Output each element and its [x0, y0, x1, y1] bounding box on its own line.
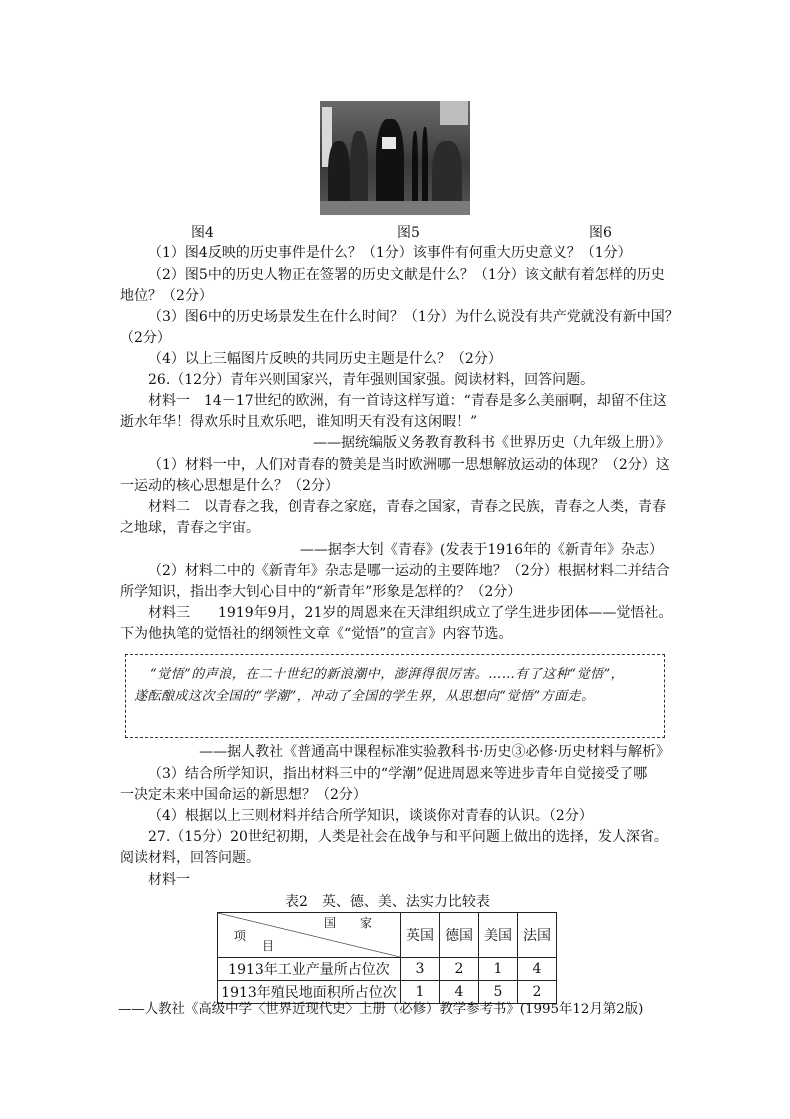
table-cell: 3	[401, 958, 440, 981]
quote-box	[125, 654, 665, 738]
table-row	[218, 958, 557, 981]
q26-material3-line1: 材料三 1919年9月，21岁的周恩来在天津组织成立了学生进步团体——觉悟社。	[148, 605, 673, 621]
q25-sub1: （1）图4反映的历史事件是什么？（1分）该事件有何重大历史意义？（1分）	[148, 245, 632, 261]
q26-sub3-line2: 一决定未来中国命运的新思想？（2分）	[120, 787, 367, 803]
q27-intro-line2: 阅读材料，回答问题。	[120, 850, 260, 866]
q27-intro-line1: 27.（15分）20世纪初期，人类是社会在战争与和平问题上做出的选择，发人深省。	[148, 829, 668, 845]
q26-sub4: （4）根据以上三则材料并结合所学知识，谈谈你对青春的认识。（2分）	[148, 808, 593, 824]
corner-header-item-b: 目	[262, 939, 275, 953]
q26-intro: 26.（12分）青年兴则国家兴，青年强则国家强。阅读材料，回答问题。	[148, 372, 595, 388]
q25-sub2-line2: 地位？（2分）	[120, 288, 213, 304]
q25-sub3-line2: （2分）	[120, 330, 171, 346]
table-corner-cell	[218, 913, 401, 958]
q26-material1-line1: 材料一 14－17世纪的欧洲，有一首诗这样写道：“青春是多么美丽啊，却留不住这	[148, 393, 667, 409]
row-label: 1913年殖民地面积所占位次	[218, 981, 401, 1004]
quote-line-2: 遂酝酿成这次全国的“学潮”，冲动了全国的学生界，从思想向“觉悟”方面走。	[134, 689, 595, 704]
q26-material1-source: ——据统编版义务教育教科书《世界历史（九年级上册）》	[313, 435, 670, 451]
table-header-row	[218, 913, 557, 958]
table-title: 表2 英、德、美、法实力比较表	[285, 894, 490, 910]
historical-photo	[320, 101, 470, 215]
q26-material2-line1: 材料二 以青春之我，创青春之家庭，青春之国家，青春之民族，青春之人类，青春	[148, 499, 666, 515]
q26-sub2-line2: 所学知识，指出李大钊心目中的“新青年”形象是怎样的？（2分）	[120, 584, 522, 600]
q26-material2-source: ——据李大钊《青春》(发表于1916年的《新青年》杂志）	[299, 542, 663, 558]
q26-material3-line2: 下为他执笔的觉悟社的纲领性文章《“觉悟”的宣言》内容节选。	[120, 626, 513, 642]
table-cell: 4	[518, 958, 557, 981]
table-cell: 5	[479, 981, 518, 1004]
q26-material1-line2: 逝水年华！得欢乐时且欢乐吧，谁知明天有没有这闲暇！”	[120, 414, 478, 430]
comparison-table	[217, 912, 557, 1004]
table-cell: 2	[440, 958, 479, 981]
figure-6-label: 图6	[589, 225, 612, 241]
table-cell: 4	[440, 981, 479, 1004]
q27-material1-label: 材料一	[148, 872, 190, 888]
q26-sub1-line1: （1）材料一中，人们对青春的赞美是当时欧洲哪一思想解放运动的体现？（2分）这	[148, 457, 670, 473]
table-cell: 1	[479, 958, 518, 981]
q27-material1-source: ——人教社《高级中学〈世界近现代史〉上册（必修）教学参考书》(1995年12月第2版)	[118, 1002, 644, 1017]
q26-sub3-line1: （3）结合所学知识，指出材料三中的“学潮”促进周恩来等进步青年自觉接受了哪	[148, 766, 648, 782]
corner-header-item-a: 项	[234, 929, 247, 943]
q25-sub4: （4）以上三幅图片反映的共同历史主题是什么？（2分）	[148, 351, 502, 367]
q26-sub2-line1: （2）材料二中的《新青年》杂志是哪一运动的主要阵地？（2分）根据材料二并结合	[148, 563, 670, 579]
q26-material3-source: ——据人教社《普通高中课程标准实验教科书·历史③必修·历史材料与解析》	[199, 744, 670, 760]
column-header: 法国	[518, 913, 557, 958]
figure-5-label: 图5	[397, 225, 420, 241]
q26-sub1-line2: 一运动的核心思想是什么？（2分）	[120, 478, 339, 494]
q25-sub3-line1: （3）图6中的历史场景发生在什么时间？（1分）为什么说没有共产党就没有新中国？	[148, 309, 679, 325]
table-cell: 1	[401, 981, 440, 1004]
q25-sub2-line1: （2）图5中的历史人物正在签署的历史文献是什么？（1分）该文献有着怎样的历史	[148, 267, 665, 283]
column-header: 德国	[440, 913, 479, 958]
q26-material2-line2: 之地球，青春之宇宙。	[120, 520, 260, 536]
column-header: 英国	[401, 913, 440, 958]
table-cell: 2	[518, 981, 557, 1004]
corner-header-countries: 国 家	[324, 916, 373, 930]
column-header: 美国	[479, 913, 518, 958]
quote-line-1: “觉悟”的声浪，在二十世纪的新浪潮中，澎湃得很厉害。……有了这种“觉悟”，	[150, 667, 625, 682]
figure-4-label: 图4	[191, 225, 214, 241]
row-label: 1913年工业产量所占位次	[218, 958, 401, 981]
